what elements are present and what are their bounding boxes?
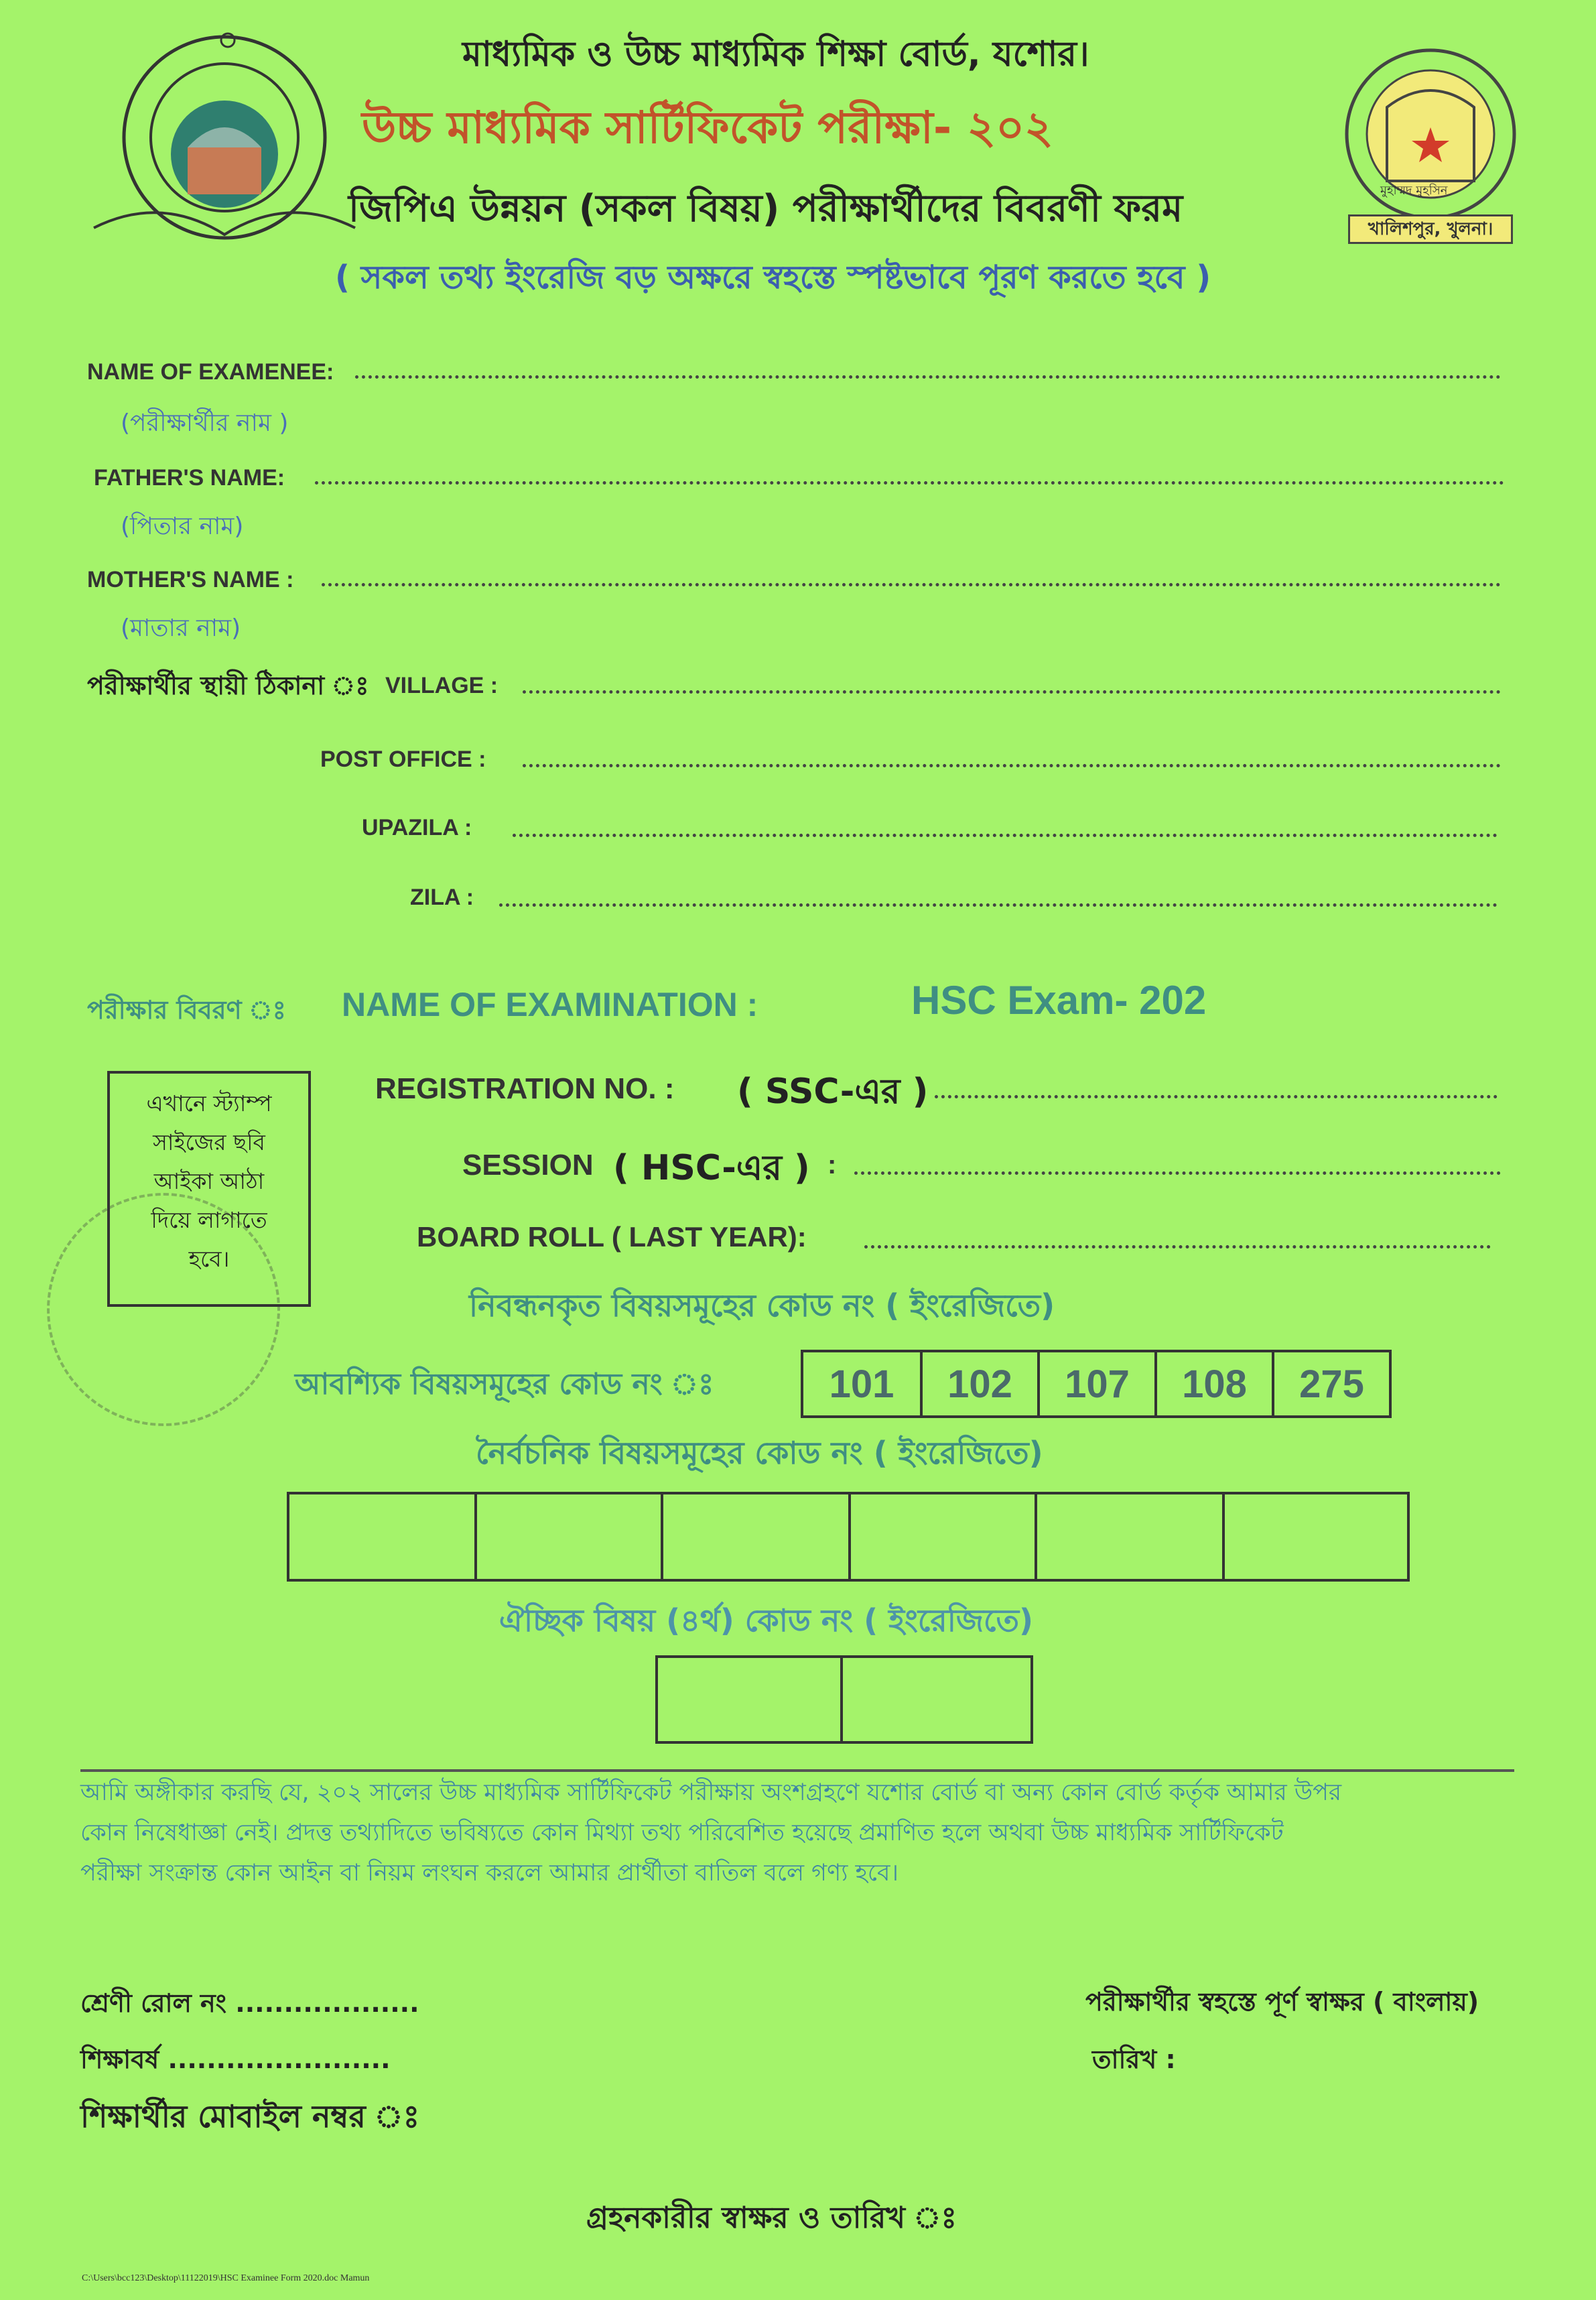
board-roll-field[interactable] bbox=[864, 1245, 1491, 1249]
village-label: VILLAGE : bbox=[385, 673, 498, 698]
college-logo-caption: খালিশপুর, খুলনা। bbox=[1348, 214, 1513, 244]
elective-code-slot[interactable] bbox=[663, 1494, 851, 1579]
declaration-text bbox=[80, 1773, 1514, 1893]
mobile-label: শিক্ষার্থীর মোবাইল নম্বর ঃ bbox=[80, 2098, 420, 2134]
session-colon: : bbox=[827, 1150, 837, 1179]
optional-subject-heading: ঐচ্ছিক বিষয় (৪র্থ) কোড নং ( ইংরেজিতে) bbox=[499, 1602, 1034, 1639]
zila-label: ZILA : bbox=[410, 885, 474, 910]
session-field[interactable] bbox=[854, 1171, 1501, 1175]
photo-box-line: এখানে স্ট্যাম্প bbox=[146, 1090, 272, 1116]
mother-name-field[interactable] bbox=[322, 583, 1501, 586]
instruction-text: ( সকল তথ্য ইংরেজি বড় অক্ষরে স্বহস্তে স্পষ্টভাবে পূরণ করতে হবে ) bbox=[335, 259, 1211, 296]
board-name: মাধ্যমিক ও উচ্চ মাধ্যমিক শিক্ষা বোর্ড, যশোর। bbox=[462, 34, 1089, 74]
exam-title: উচ্চ মাধ্যমিক সার্টিফিকেট পরীক্ষা- ২০২ bbox=[362, 102, 1053, 153]
father-name-sub: (পিতার নাম) bbox=[121, 513, 244, 540]
compulsory-code: 108 bbox=[1157, 1352, 1274, 1415]
photo-box-line: হবে। bbox=[188, 1246, 230, 1272]
registered-subjects-heading: নিবন্ধনকৃত বিষয়সমূহের কোড নং ( ইংরেজিতে) bbox=[469, 1287, 1055, 1324]
academic-year-field[interactable]: শিক্ষাবর্ষ ....................... bbox=[80, 2045, 391, 2074]
compulsory-code: 101 bbox=[803, 1352, 923, 1415]
compulsory-codes-box bbox=[801, 1350, 1392, 1418]
exam-name-label: NAME OF EXAMINATION : bbox=[342, 986, 758, 1023]
post-office-label: POST OFFICE : bbox=[320, 747, 486, 772]
session-sub: ( HSC-এর ) bbox=[613, 1148, 810, 1188]
declaration-line: কোন নিষেধাজ্ঞা নেই। প্রদত্ত তথ্যাদিতে ভবিষ্যতে কোন মিথ্যা তথ্য পরিবেশিত হয়েছে প্রমাণিত হলে অথবা উচ্চ মাধ্যমিক সার্টিফিকেট bbox=[80, 1819, 1284, 1846]
registration-field[interactable] bbox=[935, 1095, 1498, 1098]
mother-name-sub: (মাতার নাম) bbox=[121, 615, 241, 642]
elective-code-slot[interactable] bbox=[289, 1494, 477, 1579]
father-name-field[interactable] bbox=[315, 481, 1504, 485]
session-label: SESSION bbox=[462, 1149, 594, 1181]
optional-code-slot[interactable] bbox=[843, 1658, 1030, 1741]
post-office-field[interactable] bbox=[523, 764, 1501, 767]
exam-section-label: পরীক্ষার বিবরণ ঃ bbox=[87, 995, 286, 1025]
compulsory-code: 102 bbox=[923, 1352, 1040, 1415]
registration-label: REGISTRATION NO. : bbox=[375, 1072, 675, 1105]
compulsory-code: 107 bbox=[1040, 1352, 1157, 1415]
date-label: তারিখ : bbox=[1092, 2045, 1176, 2074]
photo-box-line: সাইজের ছবি bbox=[153, 1129, 265, 1155]
college-logo bbox=[1340, 47, 1521, 248]
examinee-name-sub: (পরীক্ষার্থীর নাম ) bbox=[121, 409, 289, 437]
compulsory-code: 275 bbox=[1299, 1362, 1364, 1406]
receiver-signature-label: গ্রহনকারীর স্বাক্ষর ও তারিখ ঃ bbox=[586, 2201, 957, 2235]
optional-code-slot[interactable] bbox=[658, 1658, 843, 1741]
upazila-label: UPAZILA : bbox=[362, 815, 472, 840]
examinee-name-label: NAME OF EXAMENEE: bbox=[87, 359, 334, 385]
address-label: পরীক্ষার্থীর স্থায়ী ঠিকানা ঃ bbox=[87, 671, 369, 700]
compulsory-codes-label: আবশ্যিক বিষয়সমূহের কোড নং ঃ bbox=[295, 1367, 714, 1401]
form-title: জিপিএ উন্নয়ন (সকল বিষয়) পরীক্ষার্থীদের বিবরণী ফরম bbox=[348, 187, 1183, 231]
registration-sub: ( SSC-এর ) bbox=[737, 1072, 929, 1112]
zila-field[interactable] bbox=[499, 903, 1498, 907]
exam-name-value: HSC Exam- 202 bbox=[911, 978, 1207, 1023]
elective-code-slot[interactable] bbox=[1037, 1494, 1225, 1579]
examinee-name-field[interactable] bbox=[355, 375, 1501, 379]
class-roll-field[interactable]: শ্রেণী রোল নং ................... bbox=[80, 1988, 419, 2018]
father-name-label: FATHER'S NAME: bbox=[94, 465, 285, 491]
board-logo bbox=[80, 27, 369, 261]
college-logo-text: মুহাম্মদ মুহসিন bbox=[1380, 184, 1448, 198]
file-path-note: C:\Users\bcc123\Desktop\11122019\HSC Examinee Form 2020.doc Mamun bbox=[82, 2273, 370, 2283]
photo-box-line: দিয়ে লাগাতে bbox=[151, 1207, 267, 1233]
declaration-line: পরীক্ষা সংক্রান্ত কোন আইন বা নিয়ম লংঘন করলে আমার প্রার্থীতা বাতিল বলে গণ্য হবে। bbox=[80, 1860, 899, 1887]
elective-subjects-heading: নৈর্বচনিক বিষয়সমূহের কোড নং ( ইংরেজিতে) bbox=[476, 1435, 1043, 1471]
declaration-rule bbox=[80, 1769, 1514, 1772]
upazila-field[interactable] bbox=[513, 834, 1498, 837]
board-roll-label: BOARD ROLL ( LAST YEAR): bbox=[417, 1221, 807, 1253]
mother-name-label: MOTHER'S NAME : bbox=[87, 567, 294, 592]
elective-code-slot[interactable] bbox=[851, 1494, 1037, 1579]
photo-box-line: আইকা আঠা bbox=[153, 1168, 265, 1194]
elective-code-slot[interactable] bbox=[1225, 1494, 1407, 1579]
optional-code-box bbox=[655, 1655, 1033, 1744]
stamp-seal bbox=[47, 1193, 280, 1426]
declaration-line: আমি অঙ্গীকার করছি যে, ২০২ সালের উচ্চ মাধ্যমিক সার্টিফিকেট পরীক্ষায় অংশগ্রহণে যশোর বোর্ড বা অন্য কোন বোর্ড কর্তৃক আমার উপর bbox=[80, 1779, 1342, 1806]
elective-codes-box bbox=[287, 1492, 1410, 1582]
elective-code-slot[interactable] bbox=[477, 1494, 663, 1579]
signature-label: পরীক্ষার্থীর স্বহস্তে পূর্ণ স্বাক্ষর ( বাংলায়) bbox=[1085, 1987, 1479, 2017]
village-field[interactable] bbox=[523, 690, 1501, 694]
